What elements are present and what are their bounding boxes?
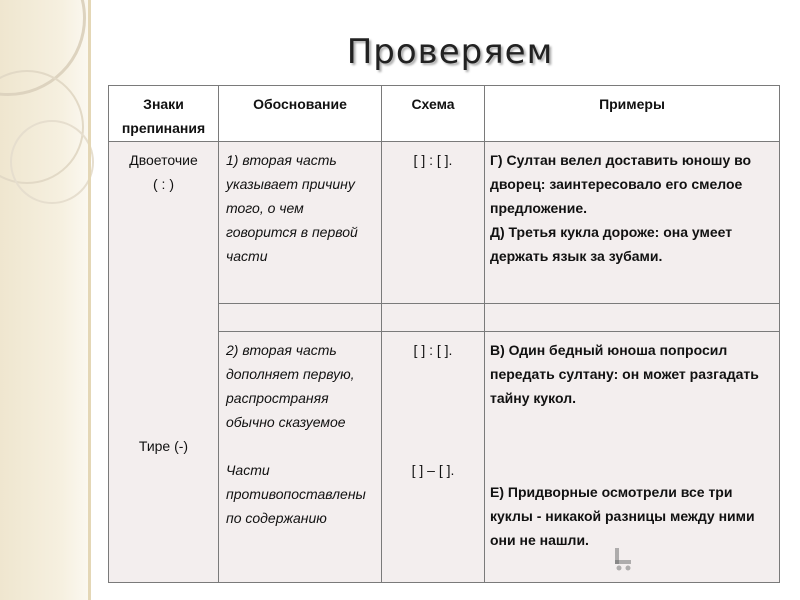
page-title: Проверяем xyxy=(346,32,554,72)
cell-reason-1: 1) вторая часть указывает причину того, о чем говорится в первой части xyxy=(219,142,382,304)
header-reason: Обоснование xyxy=(219,86,382,142)
example-g: Г) Султан велел доставить юношу во дворец: заинтересовало его смелое предложение. xyxy=(490,152,752,216)
reason-contrast: Части противопоставлены по содержанию xyxy=(226,462,366,526)
cell-reason-2 xyxy=(219,332,382,583)
example-e: Е) Придворные осмотрели все три куклы - никакой разницы между ними они не нашли. xyxy=(490,484,755,548)
scheme-dash: [ ] – [ ]. xyxy=(411,462,455,478)
empty-cell xyxy=(382,304,485,332)
header-signs: Знаки препинания xyxy=(109,86,219,142)
reason-2: 2) вторая часть дополняет первую, распространяя обычно сказуемое xyxy=(226,342,355,430)
empty-cell xyxy=(485,304,780,332)
cell-examples-1 xyxy=(485,142,780,304)
header-examples: Примеры xyxy=(485,86,780,142)
sign-colon-symbol: ( : ) xyxy=(153,176,174,192)
empty-cell xyxy=(219,304,382,332)
header-scheme: Схема xyxy=(382,86,485,142)
table-row xyxy=(109,142,780,304)
sign-colon-label: Двоеточие xyxy=(129,152,198,168)
decorative-band-edge xyxy=(88,0,91,600)
cell-scheme-1: [ ] : [ ]. xyxy=(382,142,485,304)
punctuation-table xyxy=(108,85,780,583)
watermark-logo xyxy=(612,540,762,580)
table-header-row xyxy=(109,86,780,142)
sign-dash-label: Тире (-) xyxy=(138,438,189,454)
decorative-left-band xyxy=(0,0,88,600)
example-v: В) Один бедный юноша попросил передать султану: он может разгадать тайну кукол. xyxy=(490,342,759,406)
decorative-ring xyxy=(10,120,94,204)
example-d: Д) Третья кукла дороже: она умеет держать язык за зубами. xyxy=(490,224,733,264)
cell-signs xyxy=(109,142,219,583)
title-area xyxy=(0,0,800,80)
cart-icon xyxy=(612,546,634,572)
cell-scheme-2 xyxy=(382,332,485,583)
scheme-colon: [ ] : [ ]. xyxy=(413,342,453,358)
